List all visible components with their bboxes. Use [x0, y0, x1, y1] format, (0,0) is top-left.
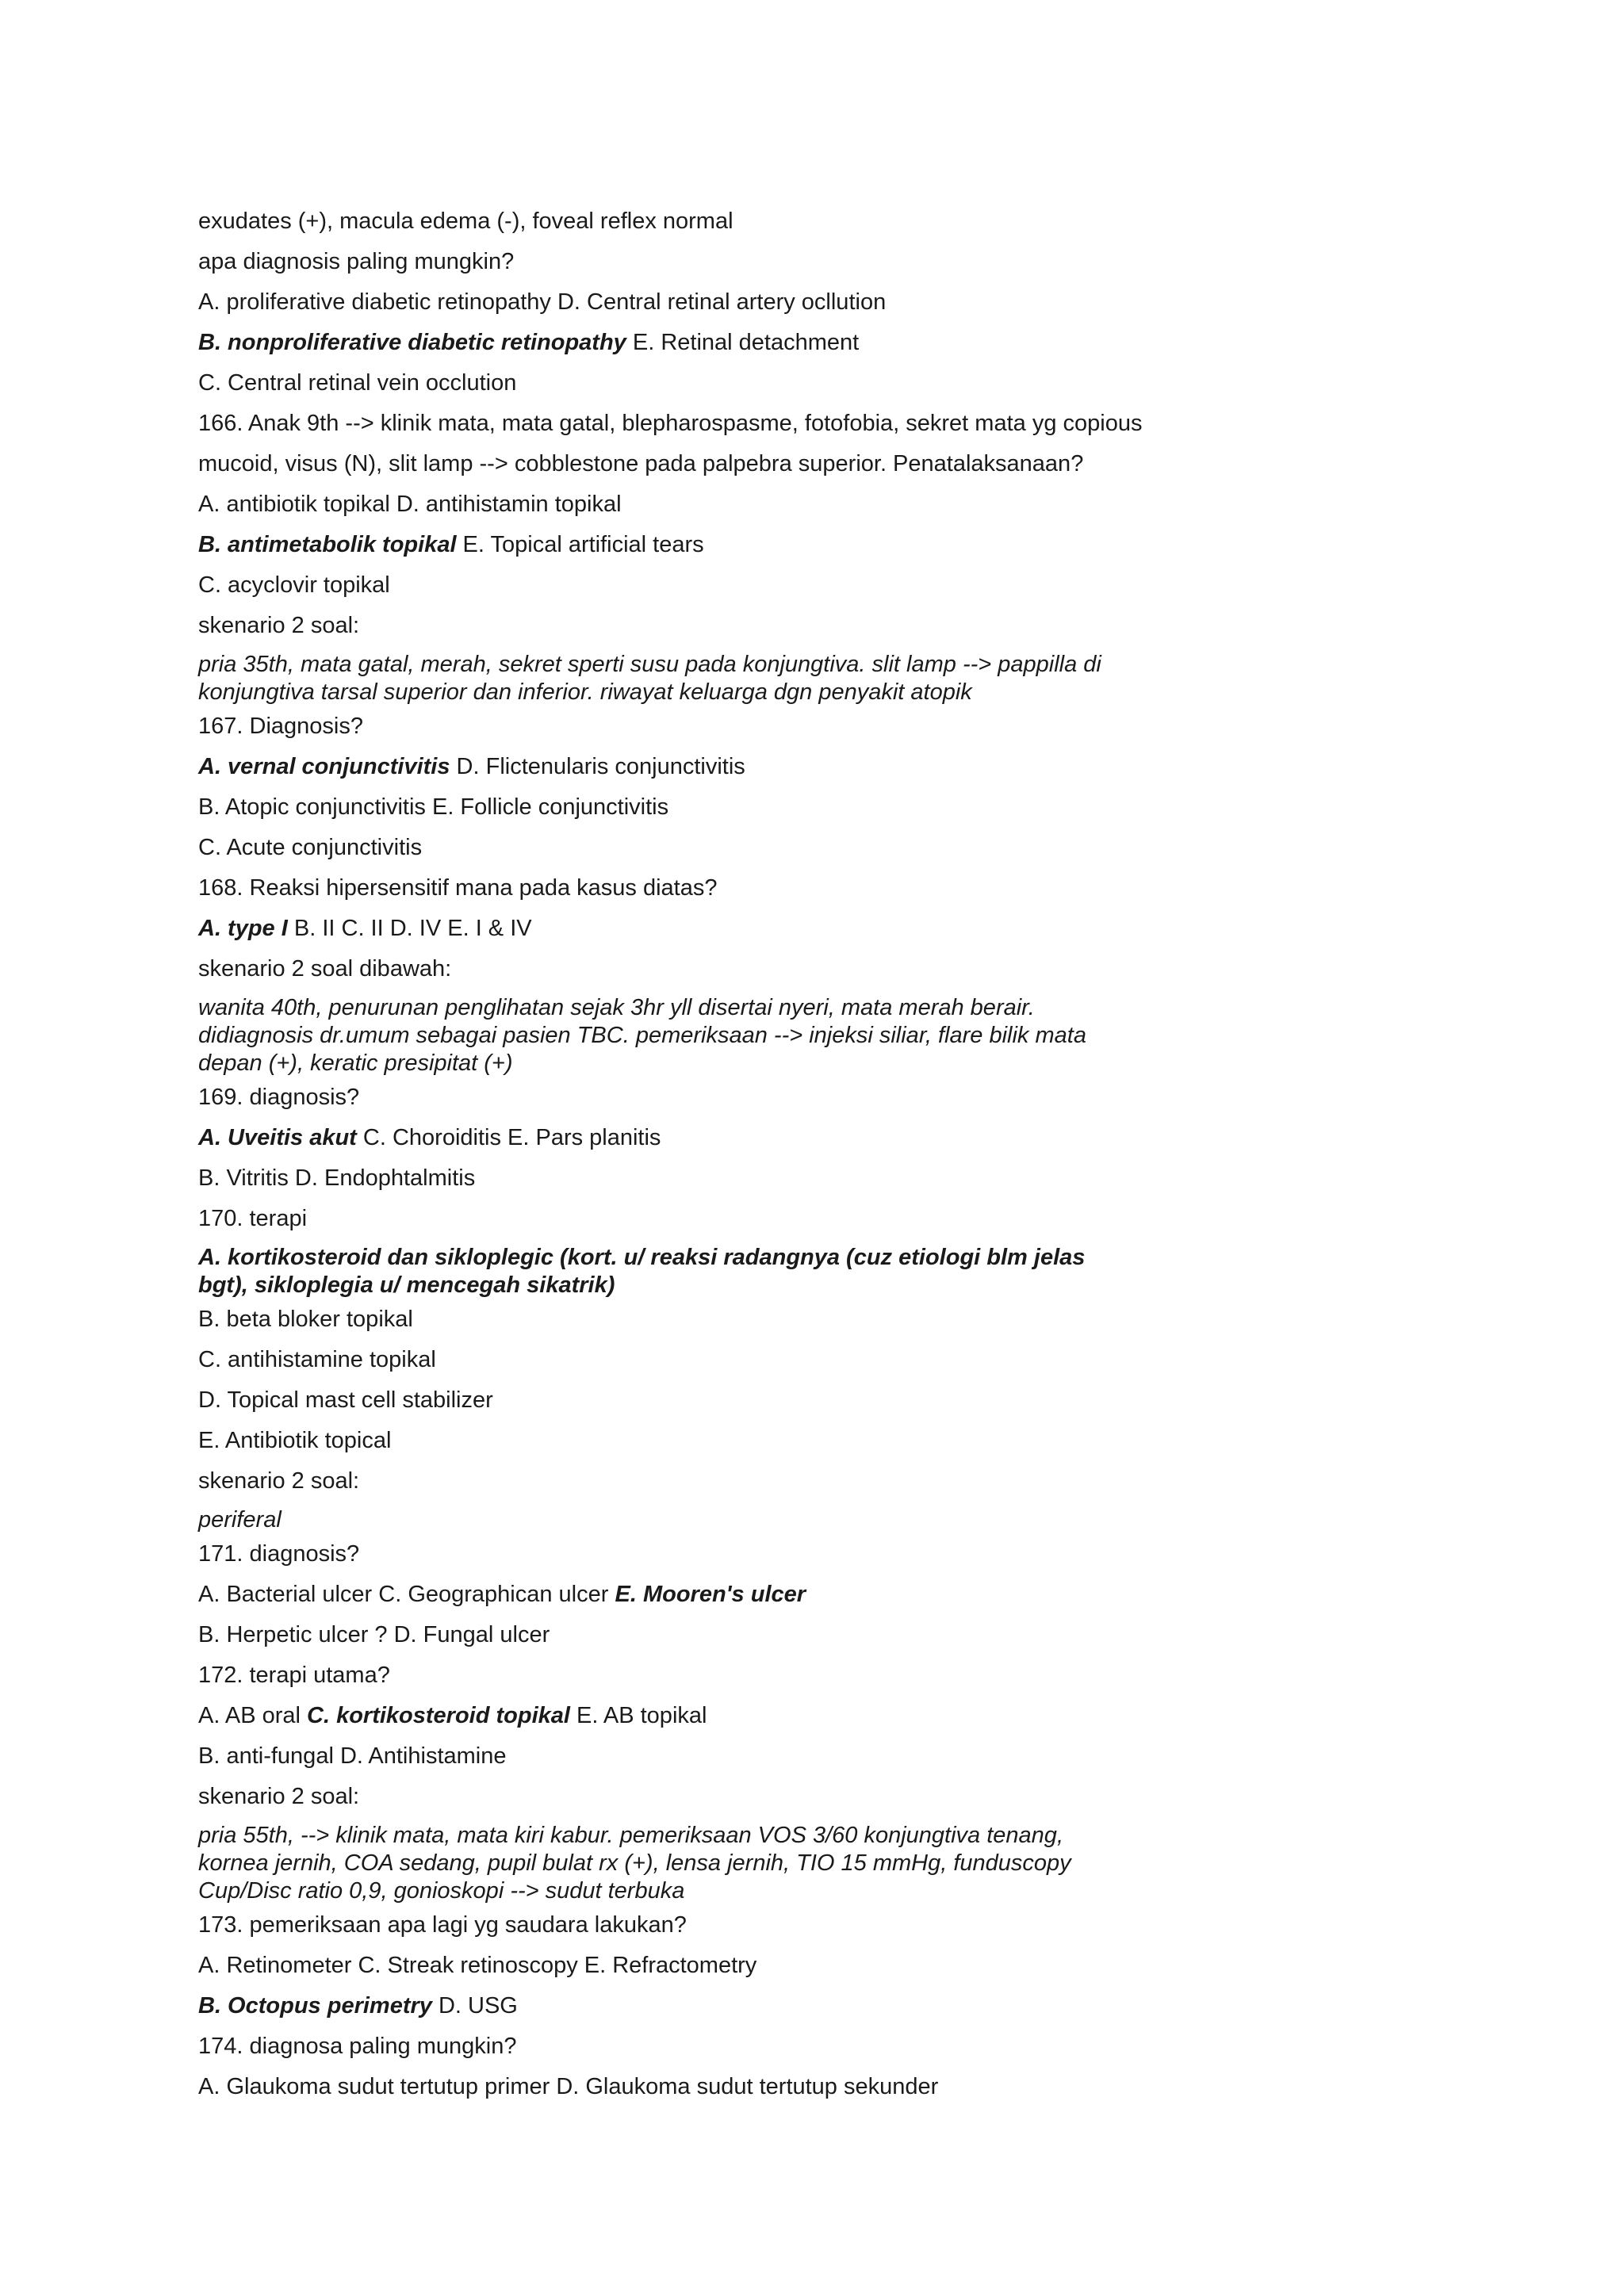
text-line [198, 1655, 1499, 1696]
text-segment: B. II C. II D. IV E. I & IV [287, 916, 532, 941]
text-line [198, 404, 1499, 444]
text-segment: E. AB topikal [569, 1703, 707, 1728]
scenario-text-line [198, 1022, 1499, 1050]
text-line [198, 747, 1499, 787]
answer-key: A. Uveitis akut [198, 1125, 357, 1150]
scenario-text-line [198, 1850, 1499, 1877]
text-line [198, 282, 1499, 323]
answer-key: B. antimetabolik topikal [198, 532, 457, 557]
text-segment: pria 55th, --> klinik mata, mata kiri kabur. pemeriksaan VOS 3/60 konjungtiva tenang, [198, 1823, 1063, 1848]
text-segment: B. Atopic conjunctivitis E. Follicle conjunctivitis [198, 794, 669, 820]
text-line [198, 1615, 1499, 1655]
text-line [198, 1736, 1499, 1777]
answer-key: A. type I [198, 916, 288, 941]
text-line [198, 1696, 1499, 1736]
text-segment: B. Vitritis D. Endophtalmitis [198, 1165, 476, 1191]
text-segment: skenario 2 soal: [198, 1468, 360, 1494]
text-segment: 173. pemeriksaan apa lagi yg saudara lakukan? [198, 1912, 687, 1938]
text-segment: C. Choroiditis E. Pars planitis [356, 1125, 661, 1150]
text-line [198, 1380, 1499, 1421]
text-segment: B. anti-fungal D. Antihistamine [198, 1743, 507, 1769]
text-line [198, 1077, 1499, 1118]
text-line [198, 868, 1499, 909]
text-line [198, 2067, 1499, 2107]
text-segment: D. USG [431, 1993, 518, 2019]
text-line [198, 323, 1499, 363]
text-line [198, 565, 1499, 606]
text-segment: 170. terapi [198, 1206, 308, 1231]
text-segment: exudates (+), macula edema (-), foveal reflex normal [198, 209, 733, 234]
text-segment: A. antibiotik topikal D. antihistamin topikal [198, 492, 622, 517]
text-segment: 169. diagnosis? [198, 1085, 360, 1110]
text-segment: 172. terapi utama? [198, 1663, 390, 1688]
text-line [198, 1986, 1499, 2026]
text-segment: didiagnosis dr.umum sebagai pasien TBC. pemeriksaan --> injeksi siliar, flare bilik mata [198, 1023, 1086, 1048]
text-segment: A. AB oral [198, 1703, 308, 1728]
text-segment: 174. diagnosa paling mungkin? [198, 2034, 517, 2059]
text-line [198, 444, 1499, 484]
text-line [198, 949, 1499, 989]
answer-key: E. Mooren's ulcer [615, 1582, 806, 1607]
text-segment: A. proliferative diabetic retinopathy D. Central retinal artery ocllution [198, 289, 887, 315]
text-segment: skenario 2 soal: [198, 1784, 360, 1809]
text-segment: C. Central retinal vein occlution [198, 370, 517, 396]
scenario-text-line [198, 994, 1499, 1022]
text-line [198, 1905, 1499, 1946]
scenario-text-line [198, 1822, 1499, 1850]
text-segment: 167. Diagnosis? [198, 714, 363, 739]
text-line [198, 1575, 1499, 1615]
scenario-text-line [198, 1877, 1499, 1905]
text-line [198, 1534, 1499, 1575]
text-segment: Cup/Disc ratio 0,9, gonioskopi --> sudut terbuka [198, 1878, 685, 1904]
text-line [198, 201, 1499, 242]
answer-key: C. kortikosteroid topikal [307, 1703, 570, 1728]
scenario-text-line [198, 651, 1499, 679]
text-line [198, 1777, 1499, 1817]
text-segment: B. Herpetic ulcer ? D. Fungal ulcer [198, 1622, 550, 1647]
text-line [198, 242, 1499, 282]
text-segment: pria 35th, mata gatal, merah, sekret sperti susu pada konjungtiva. slit lamp --> pappilla di [198, 652, 1101, 677]
text-line [198, 1158, 1499, 1199]
answer-key: A. kortikosteroid dan sikloplegic (kort. u/ reaksi radangnya (cuz etiologi blm jelas [198, 1245, 1086, 1270]
text-line [198, 2026, 1499, 2067]
text-segment: E. Topical artificial tears [456, 532, 704, 557]
text-line [198, 363, 1499, 404]
text-segment: B. beta bloker topikal [198, 1307, 413, 1332]
text-line [198, 525, 1499, 565]
text-segment: apa diagnosis paling mungkin? [198, 249, 515, 274]
text-segment: C. acyclovir topikal [198, 572, 390, 598]
text-segment: kornea jernih, COA sedang, pupil bulat rx (+), lensa jernih, TIO 15 mmHg, funduscopy [198, 1850, 1071, 1876]
text-line [198, 787, 1499, 828]
text-segment: E. Retinal detachment [626, 330, 860, 355]
text-segment: skenario 2 soal: [198, 613, 360, 638]
text-line [198, 1421, 1499, 1461]
answer-key: B. Octopus perimetry [198, 1993, 432, 2019]
text-line [198, 606, 1499, 646]
scenario-text-line [198, 1244, 1499, 1272]
text-segment: E. Antibiotik topical [198, 1428, 392, 1453]
text-segment: depan (+), keratic presipitat (+) [198, 1050, 513, 1076]
text-line [198, 1299, 1499, 1340]
text-segment: konjungtiva tarsal superior dan inferior. riwayat keluarga dgn penyakit atopik [198, 679, 972, 705]
text-segment: 171. diagnosis? [198, 1541, 360, 1567]
text-line [198, 828, 1499, 868]
answer-key: bgt), sikloplegia u/ mencegah sikatrik) [198, 1272, 615, 1298]
text-segment: A. Glaukoma sudut tertutup primer D. Glaukoma sudut tertutup sekunder [198, 2074, 939, 2099]
scenario-text-line [198, 1506, 1499, 1534]
text-segment: A. Bacterial ulcer C. Geographican ulcer [198, 1582, 615, 1607]
text-line [198, 1340, 1499, 1380]
text-segment: D. Flictenularis conjunctivitis [450, 754, 745, 779]
text-segment: 168. Reaksi hipersensitif mana pada kasus diatas? [198, 875, 718, 901]
text-line [198, 1946, 1499, 1986]
answer-key: B. nonproliferative diabetic retinopathy [198, 330, 626, 355]
answer-key: A. vernal conjunctivitis [198, 754, 450, 779]
text-segment: wanita 40th, penurunan penglihatan sejak 3hr yll disertai nyeri, mata merah berair. [198, 995, 1035, 1020]
text-segment: D. Topical mast cell stabilizer [198, 1387, 493, 1413]
text-segment: 166. Anak 9th --> klinik mata, mata gatal, blepharospasme, fotofobia, sekret mata yg copious [198, 411, 1143, 436]
text-line [198, 1461, 1499, 1502]
text-line [198, 1199, 1499, 1239]
scenario-text-line [198, 679, 1499, 706]
text-segment: skenario 2 soal dibawah: [198, 956, 452, 982]
text-segment: periferal [198, 1507, 282, 1533]
text-line [198, 706, 1499, 747]
text-line [198, 909, 1499, 949]
text-segment: C. Acute conjunctivitis [198, 835, 423, 860]
text-segment: mucoid, visus (N), slit lamp --> cobblestone pada palpebra superior. Penatalaksanaan? [198, 451, 1084, 476]
text-line [198, 1118, 1499, 1158]
scenario-text-line [198, 1050, 1499, 1077]
text-segment: A. Retinometer C. Streak retinoscopy E. Refractometry [198, 1953, 757, 1978]
document-page [198, 201, 1499, 2107]
scenario-text-line [198, 1272, 1499, 1299]
text-segment: C. antihistamine topikal [198, 1347, 436, 1372]
text-line [198, 484, 1499, 525]
